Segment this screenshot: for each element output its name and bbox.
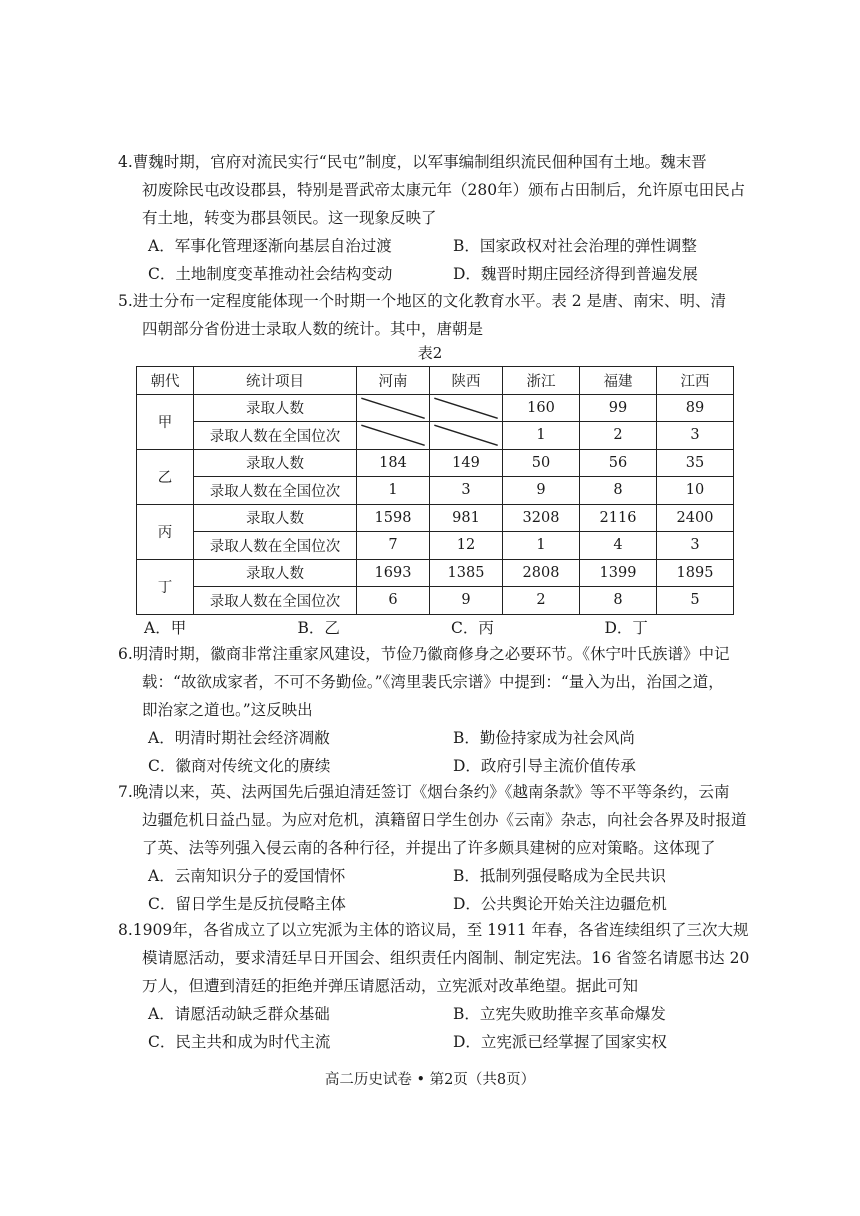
options xyxy=(118,724,758,780)
value-cell: 149 xyxy=(430,449,503,477)
table-row xyxy=(137,394,734,422)
value-cell: 981 xyxy=(430,504,503,532)
value-cell: 160 xyxy=(503,394,580,422)
question-stem-line: 初废除民屯改设郡县，特别是晋武帝太康元年（280年）颁布占田制后，允许原屯田民占 xyxy=(142,181,746,199)
header-cell: 陕西 xyxy=(430,367,503,395)
value-cell: 1 xyxy=(503,422,580,450)
value-cell: 9 xyxy=(503,477,580,505)
value-cell: 3 xyxy=(657,532,734,560)
option-d: D．公共舆论开始关注边疆危机 xyxy=(453,895,667,913)
value-cell: 35 xyxy=(657,449,734,477)
header-cell: 朝代 xyxy=(137,367,194,395)
option-b: B．乙 xyxy=(297,619,340,637)
table-row xyxy=(137,449,734,477)
option-d: D．魏晋时期庄园经济得到普遍发展 xyxy=(453,265,698,283)
question-stem-line: 曹魏时期，官府对流民实行“民屯”制度，以军事编制组织流民佃种国有土地。魏末晋 xyxy=(132,153,707,171)
question-stem-line: 1909年，各省成立了以立宪派为主体的谘议局，至 1911 年春，各省连续组织了三次大规 xyxy=(132,921,749,939)
value-cell: 89 xyxy=(657,394,734,422)
value-cell: 6 xyxy=(357,587,430,615)
option-c: C．留日学生是反抗侵略主体 xyxy=(148,895,346,913)
question-6 xyxy=(118,640,758,780)
question-number: 6. xyxy=(118,645,133,663)
option-a: A．云南知识分子的爱国情怀 xyxy=(148,867,346,885)
value-cell: 3208 xyxy=(503,504,580,532)
question-stem-line: 明清时期，徽商非常注重家风建设，节俭乃徽商修身之必要环节。《休宁叶氏族谱》中记 xyxy=(132,645,730,663)
value-cell: 9 xyxy=(430,587,503,615)
option-b: B．勤俭持家成为社会风尚 xyxy=(453,729,635,747)
question-stem-line: 晚清以来，英、法两国先后强迫清廷签订《烟台条约》《越南条款》等不平等条约，云南 xyxy=(132,783,730,801)
table-row xyxy=(137,422,734,450)
item-cell: 录取人数在全国位次 xyxy=(194,587,357,615)
option-c: C．土地制度变革推动社会结构变动 xyxy=(148,265,393,283)
header-cell: 浙江 xyxy=(503,367,580,395)
table-caption: 表2 xyxy=(417,344,443,362)
dynasty-cell: 丙 xyxy=(137,504,194,559)
option-d: D．立宪派已经掌握了国家实权 xyxy=(453,1033,667,1051)
header-cell: 统计项目 xyxy=(194,367,357,395)
empty-slash-cell xyxy=(357,422,430,450)
option-b: B．国家政权对社会治理的弹性调整 xyxy=(453,237,697,255)
question-stem-line: 模请愿活动，要求清廷早日开国会、组织责任内阁制、制定宪法。16 省签名请愿书达 20 xyxy=(142,949,750,967)
question-7 xyxy=(118,778,758,918)
empty-slash-cell xyxy=(357,394,430,422)
value-cell: 3 xyxy=(430,477,503,505)
question-stem-line: 了英、法等列强入侵云南的各种行径，并提出了许多颇具建树的应对策略。这体现了 xyxy=(142,839,716,857)
options xyxy=(118,862,758,918)
value-cell: 1 xyxy=(503,532,580,560)
value-cell: 8 xyxy=(580,587,657,615)
question-5-options xyxy=(118,614,758,642)
question-stem-line: 载：“故欲成家者，不可不务勤俭。”《湾里裴氏宗谱》中提到：“量入为出，治国之道， xyxy=(142,673,724,691)
option-d: D．政府引导主流价值传承 xyxy=(453,757,636,775)
question-4 xyxy=(118,148,758,288)
question-stem-line: 边疆危机日益凸显。为应对危机，滇籍留日学生创办《云南》杂志，向社会各界及时报道 xyxy=(142,811,747,829)
option-c: C．民主共和成为时代主流 xyxy=(148,1033,331,1051)
value-cell: 1 xyxy=(357,477,430,505)
dynasty-cell: 丁 xyxy=(137,559,194,614)
dynasty-cell: 甲 xyxy=(137,394,194,449)
table-row xyxy=(137,532,734,560)
value-cell: 1598 xyxy=(357,504,430,532)
header-cell: 河南 xyxy=(357,367,430,395)
value-cell: 7 xyxy=(357,532,430,560)
value-cell: 1895 xyxy=(657,559,734,587)
value-cell: 1385 xyxy=(430,559,503,587)
options xyxy=(118,232,758,288)
item-cell: 录取人数 xyxy=(194,504,357,532)
item-cell: 录取人数 xyxy=(194,394,357,422)
item-cell: 录取人数 xyxy=(194,559,357,587)
value-cell: 4 xyxy=(580,532,657,560)
question-number: 5. xyxy=(118,292,133,310)
option-a: A．请愿活动缺乏群众基础 xyxy=(148,1005,330,1023)
table-row xyxy=(137,587,734,615)
table-row xyxy=(137,559,734,587)
empty-slash-cell xyxy=(430,394,503,422)
header-cell: 江西 xyxy=(657,367,734,395)
page-footer: 高二历史试卷 • 第2页（共8页） xyxy=(324,1072,536,1088)
value-cell: 184 xyxy=(357,449,430,477)
value-cell: 2 xyxy=(580,422,657,450)
question-5 xyxy=(118,287,758,343)
value-cell: 2808 xyxy=(503,559,580,587)
value-cell: 12 xyxy=(430,532,503,560)
question-stem-line: 即治家之道也。”这反映出 xyxy=(142,701,313,719)
question-stem-line: 万人，但遭到清廷的拒绝并弹压请愿活动，立宪派对改革绝望。据此可知 xyxy=(142,977,639,995)
item-cell: 录取人数在全国位次 xyxy=(194,532,357,560)
option-b: B．抵制列强侵略成为全民共识 xyxy=(453,867,666,885)
value-cell: 1693 xyxy=(357,559,430,587)
value-cell: 56 xyxy=(580,449,657,477)
value-cell: 99 xyxy=(580,394,657,422)
question-stem-line: 有土地，转变为郡县领民。这一现象反映了 xyxy=(142,209,437,227)
jinshi-table xyxy=(136,366,734,615)
table-row xyxy=(137,477,734,505)
option-d: D．丁 xyxy=(604,619,648,637)
value-cell: 1399 xyxy=(580,559,657,587)
options xyxy=(118,1000,758,1056)
option-a: A．甲 xyxy=(144,619,187,637)
value-cell: 10 xyxy=(657,477,734,505)
empty-slash-cell xyxy=(430,422,503,450)
value-cell: 5 xyxy=(657,587,734,615)
question-stem-line: 四朝部分省份进士录取人数的统计。其中，唐朝是 xyxy=(142,320,484,338)
item-cell: 录取人数 xyxy=(194,449,357,477)
question-8 xyxy=(118,916,758,1056)
header-cell: 福建 xyxy=(580,367,657,395)
value-cell: 2400 xyxy=(657,504,734,532)
option-c: C．丙 xyxy=(451,619,494,637)
value-cell: 50 xyxy=(503,449,580,477)
value-cell: 2116 xyxy=(580,504,657,532)
value-cell: 3 xyxy=(657,422,734,450)
option-b: B．立宪失败助推辛亥革命爆发 xyxy=(453,1005,666,1023)
item-cell: 录取人数在全国位次 xyxy=(194,422,357,450)
option-a: A．军事化管理逐渐向基层自治过渡 xyxy=(148,237,392,255)
question-number: 4. xyxy=(118,153,133,171)
question-number: 8. xyxy=(118,921,133,939)
table-header-row xyxy=(137,367,734,395)
option-a: A．明清时期社会经济凋敝 xyxy=(148,729,330,747)
question-number: 7. xyxy=(118,783,133,801)
dynasty-cell: 乙 xyxy=(137,449,194,504)
item-cell: 录取人数在全国位次 xyxy=(194,477,357,505)
value-cell: 2 xyxy=(503,587,580,615)
option-c: C．徽商对传统文化的赓续 xyxy=(148,757,331,775)
value-cell: 8 xyxy=(580,477,657,505)
table-row xyxy=(137,504,734,532)
question-stem-line: 进士分布一定程度能体现一个时期一个地区的文化教育水平。表 2 是唐、南宋、明、清 xyxy=(132,292,727,310)
